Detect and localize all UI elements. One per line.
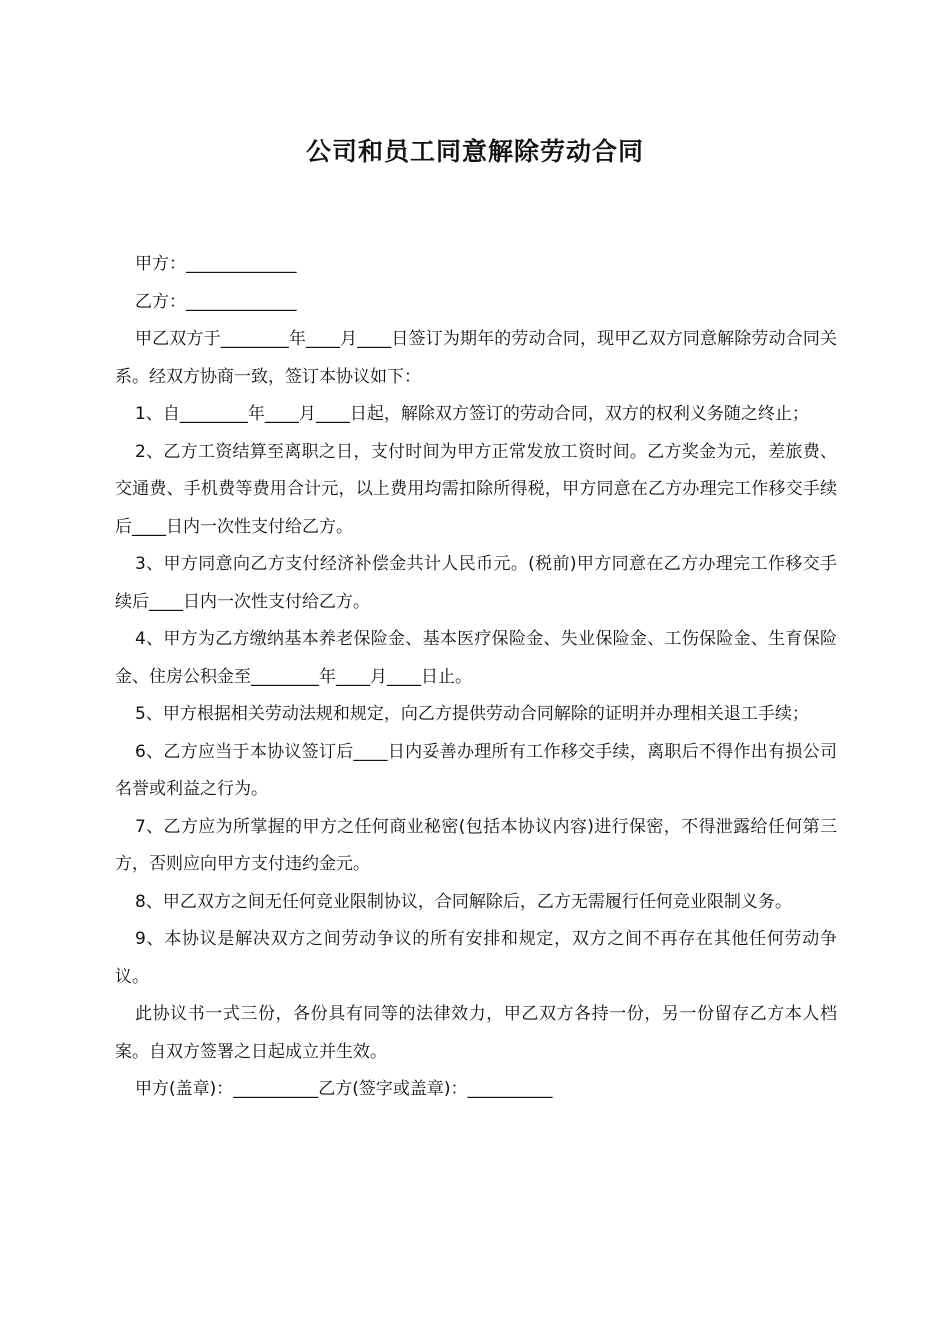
document-body [115, 246, 837, 1109]
signature-line: 甲方(盖章)：__________乙方(签字或盖章)：__________ [135, 1079, 553, 1099]
clause-9: 9、本协议是解决双方之间劳动争议的所有安排和规定，双方之间不再存在其他任何劳动争议。 [115, 929, 837, 987]
clause-1: 1、自________年____月____日起，解除双方签订的劳动合同，双方的权利义务随之终止； [135, 404, 809, 424]
clause-7: 7、乙方应为所掌握的甲方之任何商业秘密(包括本协议内容)进行保密，不得泄露给任何第三方，否则应向甲方支付违约金元。 [115, 816, 837, 874]
clause-6: 6、乙方应当于本协议签订后____日内妥善办理所有工作移交手续，离职后不得作出有损公司名誉或利益之行为。 [115, 741, 837, 799]
clause-8: 8、甲乙双方之间无任何竞业限制协议，合同解除后，乙方无需履行任何竞业限制义务。 [135, 891, 792, 912]
intro-paragraph: 甲乙双方于________年____月____日签订为期年的劳动合同，现甲乙双方同意解除劳动合同关系。经双方协商一致，签订本协议如下： [115, 329, 837, 387]
document-title: 公司和员工同意解除劳动合同 [305, 137, 644, 166]
clause-2: 2、乙方工资结算至离职之日，支付时间为甲方正常发放工资时间。乙方奖金为元，差旅费、交通费、手机费等费用合计元，以上费用均需扣除所得税，甲方同意在乙方办理完工作移交手续后____日内一次性支付给乙方。 [115, 441, 837, 537]
clause-3: 3、甲方同意向乙方支付经济补偿金共计人民币元。(税前)甲方同意在乙方办理完工作移交手续后____日内一次性支付给乙方。 [115, 554, 837, 612]
validity-paragraph: 此协议书一式三份，各份具有同等的法律效力，甲乙双方各持一份，另一份留存乙方本人档案。自双方签署之日起成立并生效。 [115, 1004, 837, 1062]
party-b-line: 乙方：_____________ [135, 291, 297, 312]
clause-4: 4、甲方为乙方缴纳基本养老保险金、基本医疗保险金、失业保险金、工伤保险金、生育保险金、住房公积金至________年____月____日止。 [115, 629, 837, 687]
party-a-line: 甲方：_____________ [135, 254, 297, 274]
clause-5: 5、甲方根据相关劳动法规和规定，向乙方提供劳动合同解除的证明并办理相关退工手续； [135, 704, 809, 724]
